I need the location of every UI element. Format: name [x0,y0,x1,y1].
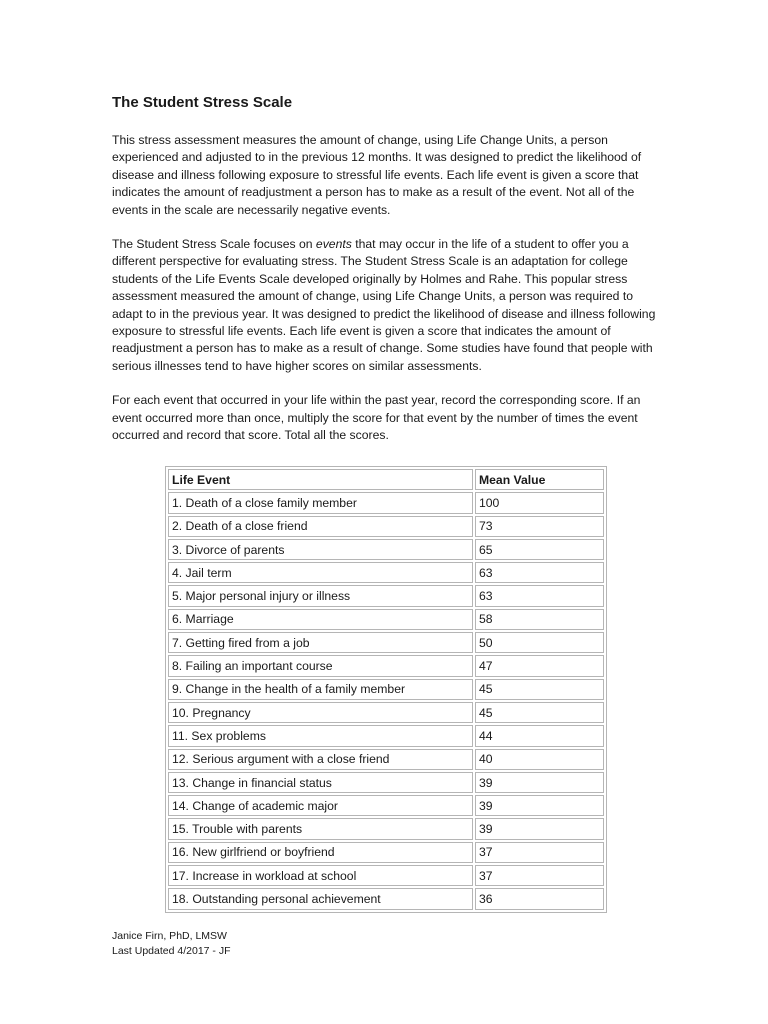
life-event-cell: 5. Major personal injury or illness [168,585,473,606]
mean-value-cell: 37 [475,842,604,863]
life-event-cell: 15. Trouble with parents [168,818,473,839]
table-row [168,539,604,560]
life-event-cell: 16. New girlfriend or boyfriend [168,842,473,863]
intro-paragraph: This stress assessment measures the amount of change, using Life Change Units, a person experienced and adjusted to in the previous 12 months. It was designed to predict the likelihood of disease and illness following exposure to stressful life events. Each life event is given a score that indicates the amount of readjustment a person has to make as a result of the event. Not all of the events in the scale are necessarily negative events. [112,133,642,217]
mean-value-cell: 44 [475,725,604,746]
table-row [168,679,604,700]
mean-value-cell: 63 [475,585,604,606]
scale-description-paragraph [112,236,658,375]
table-header-row [168,469,604,490]
footer [112,929,231,959]
mean-value-cell: 36 [475,888,604,909]
life-event-cell: 13. Change in financial status [168,772,473,793]
mean-value-cell: 100 [475,492,604,513]
mean-value-cell: 47 [475,655,604,676]
mean-value-cell: 39 [475,795,604,816]
life-event-cell: 3. Divorce of parents [168,539,473,560]
mean-value-cell: 50 [475,632,604,653]
page-title: The Student Stress Scale [112,94,293,111]
paragraph-text-after: that may occur in the life of a student to offer you a different perspective for evaluating stress. The Student Stress Scale is an adaptation for college students of the Life Events Scale developed originally by Holmes and Rahe. This popular stress assessment measured the amount of change, using Life Change Units, a person was required to adapt to in the previous year. It was designed to predict the likelihood of disease and illness following exposure to stressful life events. Each life event is given a score that indicates the amount of readjustment a person has to make as a result of change. Some studies have found that people with serious illnesses tend to have higher scores on similar assessments. [112,237,656,373]
mean-value-cell: 39 [475,818,604,839]
life-event-cell: 1. Death of a close family member [168,492,473,513]
emphasized-word: events [315,237,352,252]
life-event-cell: 14. Change of academic major [168,795,473,816]
mean-value-cell: 39 [475,772,604,793]
table-row [168,865,604,886]
life-event-cell: 11. Sex problems [168,725,473,746]
life-event-cell: 18. Outstanding personal achievement [168,888,473,909]
table-row [168,562,604,583]
stress-scale-table [165,466,607,913]
life-event-cell: 12. Serious argument with a close friend [168,749,473,770]
table-row [168,492,604,513]
instructions-paragraph: For each event that occurred in your life within the past year, record the corresponding score. If an event occurred more than once, multiply the score for that event by the number of times the event occurred and record that score. Total all the scores. [112,393,641,443]
life-event-cell: 6. Marriage [168,609,473,630]
life-event-cell: 4. Jail term [168,562,473,583]
life-event-cell: 10. Pregnancy [168,702,473,723]
mean-value-cell: 65 [475,539,604,560]
table-row [168,749,604,770]
table-row [168,888,604,909]
life-event-cell: 17. Increase in workload at school [168,865,473,886]
mean-value-cell: 73 [475,516,604,537]
table-row [168,632,604,653]
life-event-cell: 8. Failing an important course [168,655,473,676]
table-row [168,516,604,537]
life-event-cell: 2. Death of a close friend [168,516,473,537]
table-row [168,818,604,839]
mean-value-cell: 45 [475,679,604,700]
life-event-cell: 9. Change in the health of a family member [168,679,473,700]
mean-value-cell: 37 [475,865,604,886]
table-row [168,702,604,723]
header-life-event: Life Event [168,469,473,490]
stress-scale-table-container [165,466,607,913]
mean-value-cell: 58 [475,609,604,630]
mean-value-cell: 45 [475,702,604,723]
life-event-cell: 7. Getting fired from a job [168,632,473,653]
table-row [168,842,604,863]
table-row [168,795,604,816]
footer-author: Janice Firn, PhD, LMSW [112,930,227,942]
footer-updated: Last Updated 4/2017 - JF [112,945,231,957]
header-mean-value: Mean Value [475,469,604,490]
table-row [168,725,604,746]
table-row [168,585,604,606]
table-body [168,492,604,909]
table-row [168,655,604,676]
mean-value-cell: 63 [475,562,604,583]
table-row [168,609,604,630]
paragraph-text-before: The Student Stress Scale focuses on [112,237,316,252]
mean-value-cell: 40 [475,749,604,770]
table-row [168,772,604,793]
document-body [112,94,658,462]
